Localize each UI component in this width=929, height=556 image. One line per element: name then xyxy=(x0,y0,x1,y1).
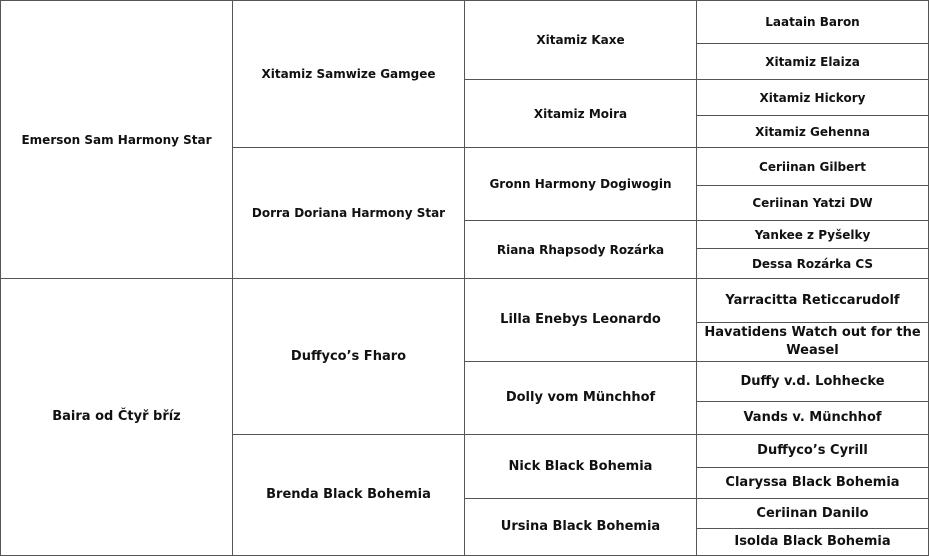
dsss-cell: Yarracitta Reticcarudolf xyxy=(697,279,929,323)
dam-dam-cell: Brenda Black Bohemia xyxy=(233,435,465,556)
sddd-cell: Dessa Rozárka CS xyxy=(697,249,929,279)
dds-cell: Nick Black Bohemia xyxy=(465,435,697,499)
sdds-cell: Yankee z Pyšelky xyxy=(697,221,929,249)
dsds-cell: Duffy v.d. Lohhecke xyxy=(697,362,929,402)
sire-dam-cell: Dorra Doriana Harmony Star xyxy=(233,148,465,279)
ddss-cell: Duffyco’s Cyrill xyxy=(697,435,929,468)
dsdd-cell: Vands v. Münchhof xyxy=(697,402,929,435)
sdss-cell: Ceriinan Gilbert xyxy=(697,148,929,186)
ssss-cell: Laatain Baron xyxy=(697,0,929,44)
ssdd-cell: Xitamiz Gehenna xyxy=(697,116,929,148)
dss-cell: Lilla Enebys Leonardo xyxy=(465,279,697,362)
sdsd-cell: Ceriinan Yatzi DW xyxy=(697,186,929,221)
sdd-cell: Riana Rhapsody Rozárka xyxy=(465,221,697,279)
ssds-cell: Xitamiz Hickory xyxy=(697,80,929,116)
ddsd-cell: Claryssa Black Bohemia xyxy=(697,468,929,499)
ssd-cell: Xitamiz Moira xyxy=(465,80,697,148)
dsd-cell: Dolly vom Münchhof xyxy=(465,362,697,435)
sire-cell: Emerson Sam Harmony Star xyxy=(0,0,233,279)
sss-cell: Xitamiz Kaxe xyxy=(465,0,697,80)
sds-cell: Gronn Harmony Dogiwogin xyxy=(465,148,697,221)
ddds-cell: Ceriinan Danilo xyxy=(697,499,929,529)
dam-sire-cell: Duffyco’s Fharo xyxy=(233,279,465,435)
dssd-cell: Havatidens Watch out for the Weasel xyxy=(697,323,929,362)
sssd-cell: Xitamiz Elaiza xyxy=(697,44,929,80)
dddd-cell: Isolda Black Bohemia xyxy=(697,529,929,556)
dam-cell: Baira od Čtyř bříz xyxy=(0,279,233,556)
sire-sire-cell: Xitamiz Samwize Gamgee xyxy=(233,0,465,148)
ddd-cell: Ursina Black Bohemia xyxy=(465,499,697,556)
